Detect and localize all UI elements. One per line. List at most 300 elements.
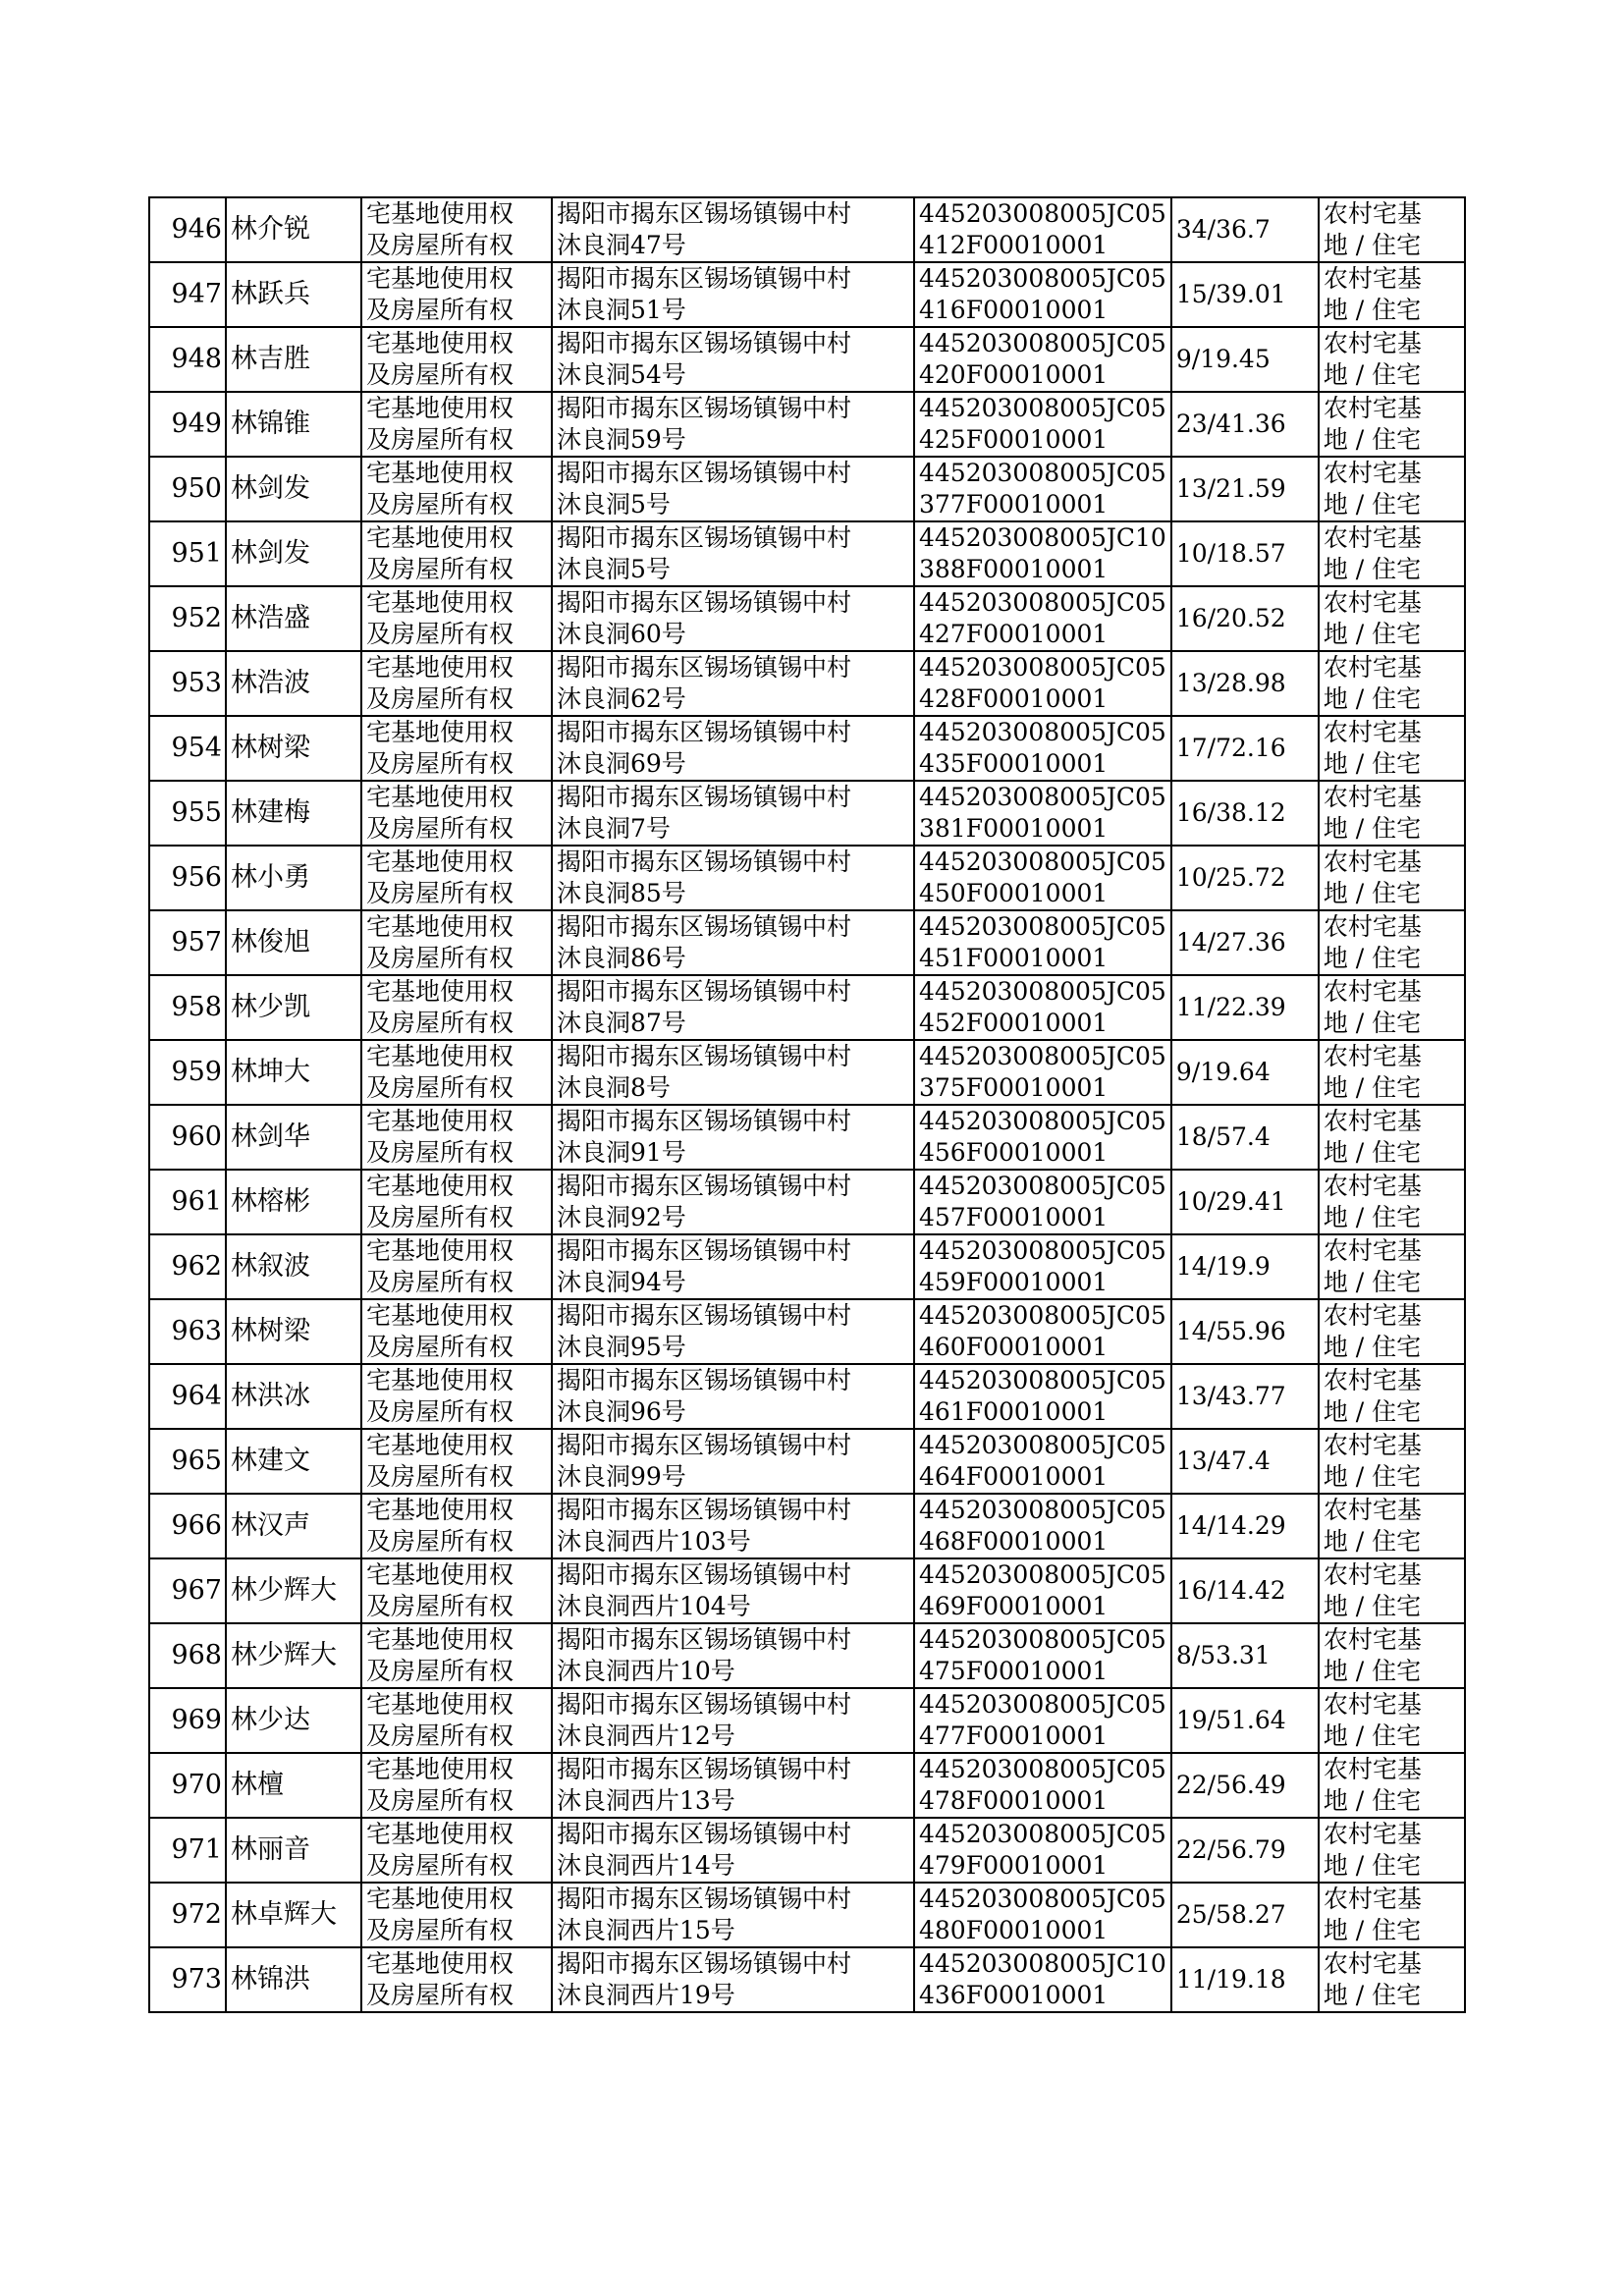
address-cell-line-1: 揭阳市揭东区锡场镇锡中村: [557, 1949, 852, 1978]
unit-code-cell-line-2: 428F00010001: [919, 684, 1109, 713]
record-number-cell: 951: [149, 521, 226, 586]
unit-code-cell-line-1: 445203008005JC05: [919, 588, 1166, 617]
record-number-cell: 968: [149, 1623, 226, 1688]
unit-code-cell: [914, 716, 1171, 781]
right-type-cell-line-2: 及房屋所有权: [366, 1009, 514, 1037]
address-cell: [552, 1494, 914, 1558]
area-cell: 13/21.59: [1171, 457, 1319, 521]
area-cell: 16/20.52: [1171, 586, 1319, 651]
land-use-cell-line-1: 农村宅基: [1323, 1625, 1422, 1654]
right-type-cell-line-2: 及房屋所有权: [366, 1657, 514, 1685]
address-cell: [552, 781, 914, 846]
table-row: [149, 1170, 1465, 1234]
unit-code-cell-line-1: 445203008005JC05: [919, 1107, 1166, 1135]
record-number-cell: 946: [149, 197, 226, 262]
land-use-cell-line-1: 农村宅基: [1323, 1885, 1422, 1913]
table-row: [149, 457, 1465, 521]
address-cell-line-1: 揭阳市揭东区锡场镇锡中村: [557, 459, 852, 487]
record-number-cell: 961: [149, 1170, 226, 1234]
address-cell-line-1: 揭阳市揭东区锡场镇锡中村: [557, 1301, 852, 1330]
table-row: [149, 846, 1465, 910]
owner-name-cell: 林剑华: [226, 1105, 361, 1170]
table-row: [149, 1883, 1465, 1947]
right-type-cell: [361, 197, 552, 262]
land-use-cell-line-2: 地 / 住宅: [1323, 684, 1422, 713]
land-use-cell-line-2: 地 / 住宅: [1323, 1981, 1422, 2009]
land-use-cell-line-1: 农村宅基: [1323, 847, 1422, 876]
unit-code-cell-line-1: 445203008005JC05: [919, 1496, 1166, 1524]
unit-code-cell: [914, 1234, 1171, 1299]
unit-code-cell-line-2: 427F00010001: [919, 620, 1109, 648]
unit-code-cell-line-2: 456F00010001: [919, 1138, 1109, 1167]
unit-code-cell-line-1: 445203008005JC10: [919, 1949, 1166, 1978]
record-number-cell: 970: [149, 1753, 226, 1818]
area-cell: 9/19.64: [1171, 1040, 1319, 1105]
land-use-cell-line-1: 农村宅基: [1323, 1172, 1422, 1200]
right-type-cell: [361, 1688, 552, 1753]
owner-name-cell: 林叙波: [226, 1234, 361, 1299]
address-cell: [552, 1040, 914, 1105]
unit-code-cell-line-1: 445203008005JC05: [919, 394, 1166, 422]
right-type-cell-line-1: 宅基地使用权: [366, 1949, 514, 1978]
address-cell-line-2: 沐良洞51号: [557, 296, 686, 324]
right-type-cell-line-2: 及房屋所有权: [366, 1786, 514, 1815]
land-use-cell-line-1: 农村宅基: [1323, 653, 1422, 682]
area-cell: 14/27.36: [1171, 910, 1319, 975]
land-use-cell: [1319, 651, 1465, 716]
right-type-cell-line-2: 及房屋所有权: [366, 1203, 514, 1231]
right-type-cell-line-1: 宅基地使用权: [366, 1496, 514, 1524]
land-use-cell-line-1: 农村宅基: [1323, 394, 1422, 422]
right-type-cell-line-2: 及房屋所有权: [366, 1073, 514, 1102]
owner-name-cell: 林汉声: [226, 1494, 361, 1558]
address-cell-line-2: 沐良洞西片15号: [557, 1916, 735, 1944]
right-type-cell-line-2: 及房屋所有权: [366, 1592, 514, 1620]
address-cell-line-1: 揭阳市揭东区锡场镇锡中村: [557, 1366, 852, 1394]
land-use-cell: [1319, 1688, 1465, 1753]
table-row: [149, 1494, 1465, 1558]
unit-code-cell-line-1: 445203008005JC05: [919, 1560, 1166, 1589]
address-cell-line-2: 沐良洞59号: [557, 425, 686, 454]
right-type-cell-line-1: 宅基地使用权: [366, 459, 514, 487]
owner-name-cell: 林少达: [226, 1688, 361, 1753]
land-use-cell-line-2: 地 / 住宅: [1323, 1527, 1422, 1556]
unit-code-cell-line-2: 469F00010001: [919, 1592, 1109, 1620]
address-cell: [552, 521, 914, 586]
land-use-cell: [1319, 1429, 1465, 1494]
unit-code-cell-line-2: 452F00010001: [919, 1009, 1109, 1037]
area-cell: 18/57.4: [1171, 1105, 1319, 1170]
owner-name-cell: 林建梅: [226, 781, 361, 846]
land-use-cell-line-2: 地 / 住宅: [1323, 1657, 1422, 1685]
unit-code-cell: [914, 1558, 1171, 1623]
land-use-cell-line-2: 地 / 住宅: [1323, 1073, 1422, 1102]
right-type-cell-line-1: 宅基地使用权: [366, 523, 514, 552]
address-cell-line-1: 揭阳市揭东区锡场镇锡中村: [557, 264, 852, 293]
right-type-cell: [361, 586, 552, 651]
land-use-cell: [1319, 1947, 1465, 2012]
land-use-cell-line-1: 农村宅基: [1323, 1107, 1422, 1135]
table-row: [149, 1299, 1465, 1364]
land-use-cell-line-2: 地 / 住宅: [1323, 1203, 1422, 1231]
right-type-cell-line-2: 及房屋所有权: [366, 425, 514, 454]
right-type-cell-line-1: 宅基地使用权: [366, 1560, 514, 1589]
address-cell-line-2: 沐良洞99号: [557, 1462, 686, 1491]
address-cell: [552, 586, 914, 651]
right-type-cell: [361, 1105, 552, 1170]
address-cell-line-2: 沐良洞87号: [557, 1009, 686, 1037]
unit-code-cell-line-1: 445203008005JC05: [919, 1625, 1166, 1654]
record-number-cell: 950: [149, 457, 226, 521]
right-type-cell-line-1: 宅基地使用权: [366, 847, 514, 876]
record-number-cell: 948: [149, 327, 226, 392]
address-cell-line-1: 揭阳市揭东区锡场镇锡中村: [557, 1496, 852, 1524]
right-type-cell-line-1: 宅基地使用权: [366, 199, 514, 228]
area-cell: 23/41.36: [1171, 392, 1319, 457]
address-cell-line-2: 沐良洞5号: [557, 490, 671, 519]
area-cell: 16/38.12: [1171, 781, 1319, 846]
land-use-cell-line-1: 农村宅基: [1323, 912, 1422, 941]
right-type-cell: [361, 910, 552, 975]
owner-name-cell: 林小勇: [226, 846, 361, 910]
address-cell-line-1: 揭阳市揭东区锡场镇锡中村: [557, 847, 852, 876]
right-type-cell-line-1: 宅基地使用权: [366, 264, 514, 293]
unit-code-cell: [914, 327, 1171, 392]
unit-code-cell-line-2: 416F00010001: [919, 296, 1109, 324]
area-cell: 9/19.45: [1171, 327, 1319, 392]
right-type-cell-line-1: 宅基地使用权: [366, 1366, 514, 1394]
address-cell-line-1: 揭阳市揭东区锡场镇锡中村: [557, 329, 852, 357]
unit-code-cell: [914, 392, 1171, 457]
land-use-cell-line-1: 农村宅基: [1323, 783, 1422, 811]
unit-code-cell-line-2: 479F00010001: [919, 1851, 1109, 1880]
table-row: [149, 781, 1465, 846]
land-use-cell: [1319, 1558, 1465, 1623]
address-cell-line-2: 沐良洞91号: [557, 1138, 686, 1167]
record-number-cell: 967: [149, 1558, 226, 1623]
land-use-cell-line-1: 农村宅基: [1323, 1301, 1422, 1330]
unit-code-cell: [914, 457, 1171, 521]
unit-code-cell-line-2: 425F00010001: [919, 425, 1109, 454]
address-cell-line-1: 揭阳市揭东区锡场镇锡中村: [557, 588, 852, 617]
unit-code-cell-line-2: 468F00010001: [919, 1527, 1109, 1556]
unit-code-cell: [914, 197, 1171, 262]
right-type-cell: [361, 1170, 552, 1234]
owner-name-cell: 林少凯: [226, 975, 361, 1040]
right-type-cell-line-2: 及房屋所有权: [366, 1333, 514, 1361]
record-number-cell: 964: [149, 1364, 226, 1429]
right-type-cell-line-1: 宅基地使用权: [366, 1885, 514, 1913]
address-cell-line-2: 沐良洞86号: [557, 944, 686, 972]
table-row: [149, 975, 1465, 1040]
right-type-cell: [361, 716, 552, 781]
owner-name-cell: 林树梁: [226, 1299, 361, 1364]
land-use-cell-line-2: 地 / 住宅: [1323, 555, 1422, 583]
right-type-cell: [361, 1947, 552, 2012]
address-cell-line-2: 沐良洞54号: [557, 360, 686, 389]
unit-code-cell-line-1: 445203008005JC05: [919, 1820, 1166, 1848]
table-row: [149, 1623, 1465, 1688]
area-cell: 15/39.01: [1171, 262, 1319, 327]
right-type-cell-line-2: 及房屋所有权: [366, 620, 514, 648]
land-use-cell: [1319, 392, 1465, 457]
owner-name-cell: 林少辉大: [226, 1623, 361, 1688]
right-type-cell: [361, 457, 552, 521]
unit-code-cell-line-1: 445203008005JC05: [919, 199, 1166, 228]
land-use-cell-line-2: 地 / 住宅: [1323, 1786, 1422, 1815]
area-cell: 13/47.4: [1171, 1429, 1319, 1494]
land-use-cell: [1319, 910, 1465, 975]
owner-name-cell: 林洪冰: [226, 1364, 361, 1429]
area-cell: 19/51.64: [1171, 1688, 1319, 1753]
land-use-cell: [1319, 1623, 1465, 1688]
right-type-cell-line-1: 宅基地使用权: [366, 329, 514, 357]
land-use-cell: [1319, 521, 1465, 586]
land-use-cell-line-2: 地 / 住宅: [1323, 1009, 1422, 1037]
unit-code-cell: [914, 1623, 1171, 1688]
area-cell: 22/56.49: [1171, 1753, 1319, 1818]
address-cell-line-2: 沐良洞5号: [557, 555, 671, 583]
land-use-cell-line-2: 地 / 住宅: [1323, 1397, 1422, 1426]
right-type-cell-line-2: 及房屋所有权: [366, 1527, 514, 1556]
table-row: [149, 327, 1465, 392]
address-cell-line-2: 沐良洞96号: [557, 1397, 686, 1426]
area-cell: 11/22.39: [1171, 975, 1319, 1040]
address-cell-line-2: 沐良洞西片104号: [557, 1592, 751, 1620]
address-cell-line-1: 揭阳市揭东区锡场镇锡中村: [557, 1885, 852, 1913]
land-use-cell-line-2: 地 / 住宅: [1323, 1916, 1422, 1944]
address-cell-line-1: 揭阳市揭东区锡场镇锡中村: [557, 199, 852, 228]
right-type-cell-line-2: 及房屋所有权: [366, 814, 514, 843]
right-type-cell-line-2: 及房屋所有权: [366, 231, 514, 259]
land-use-cell-line-1: 农村宅基: [1323, 977, 1422, 1006]
right-type-cell: [361, 521, 552, 586]
unit-code-cell-line-1: 445203008005JC05: [919, 1431, 1166, 1459]
owner-name-cell: 林丽音: [226, 1818, 361, 1883]
unit-code-cell-line-1: 445203008005JC05: [919, 1755, 1166, 1783]
right-type-cell-line-1: 宅基地使用权: [366, 1172, 514, 1200]
area-cell: 13/43.77: [1171, 1364, 1319, 1429]
land-use-cell-line-1: 农村宅基: [1323, 1755, 1422, 1783]
owner-name-cell: 林跃兵: [226, 262, 361, 327]
address-cell: [552, 1688, 914, 1753]
right-type-cell: [361, 1494, 552, 1558]
unit-code-cell: [914, 1040, 1171, 1105]
land-use-cell-line-1: 农村宅基: [1323, 1560, 1422, 1589]
right-type-cell: [361, 975, 552, 1040]
owner-name-cell: 林俊旭: [226, 910, 361, 975]
table-row: [149, 1558, 1465, 1623]
record-number-cell: 965: [149, 1429, 226, 1494]
address-cell: [552, 1623, 914, 1688]
address-cell-line-1: 揭阳市揭东区锡场镇锡中村: [557, 1820, 852, 1848]
area-cell: 13/28.98: [1171, 651, 1319, 716]
right-type-cell: [361, 1818, 552, 1883]
address-cell-line-2: 沐良洞西片13号: [557, 1786, 735, 1815]
area-cell: 14/55.96: [1171, 1299, 1319, 1364]
unit-code-cell-line-1: 445203008005JC05: [919, 1301, 1166, 1330]
right-type-cell: [361, 1364, 552, 1429]
unit-code-cell-line-2: 460F00010001: [919, 1333, 1109, 1361]
owner-name-cell: 林树梁: [226, 716, 361, 781]
land-use-cell: [1319, 1040, 1465, 1105]
right-type-cell-line-1: 宅基地使用权: [366, 1236, 514, 1265]
right-type-cell-line-2: 及房屋所有权: [366, 879, 514, 907]
unit-code-cell-line-2: 420F00010001: [919, 360, 1109, 389]
address-cell: [552, 327, 914, 392]
unit-code-cell-line-2: 375F00010001: [919, 1073, 1109, 1102]
record-number-cell: 973: [149, 1947, 226, 2012]
table-row: [149, 1040, 1465, 1105]
land-use-cell-line-2: 地 / 住宅: [1323, 1851, 1422, 1880]
table-body: [149, 197, 1465, 2012]
right-type-cell: [361, 327, 552, 392]
owner-name-cell: 林建文: [226, 1429, 361, 1494]
address-cell: [552, 1429, 914, 1494]
address-cell-line-2: 沐良洞西片14号: [557, 1851, 735, 1880]
unit-code-cell-line-1: 445203008005JC05: [919, 718, 1166, 746]
land-use-cell: [1319, 1753, 1465, 1818]
unit-code-cell-line-2: 478F00010001: [919, 1786, 1109, 1815]
table-row: [149, 651, 1465, 716]
right-type-cell-line-1: 宅基地使用权: [366, 394, 514, 422]
record-number-cell: 958: [149, 975, 226, 1040]
unit-code-cell-line-2: 412F00010001: [919, 231, 1109, 259]
unit-code-cell: [914, 781, 1171, 846]
address-cell-line-1: 揭阳市揭东区锡场镇锡中村: [557, 783, 852, 811]
address-cell: [552, 457, 914, 521]
table-row: [149, 262, 1465, 327]
right-type-cell-line-2: 及房屋所有权: [366, 684, 514, 713]
address-cell-line-1: 揭阳市揭东区锡场镇锡中村: [557, 394, 852, 422]
land-use-cell-line-2: 地 / 住宅: [1323, 1592, 1422, 1620]
right-type-cell-line-1: 宅基地使用权: [366, 1690, 514, 1719]
unit-code-cell-line-2: 477F00010001: [919, 1721, 1109, 1750]
right-type-cell-line-2: 及房屋所有权: [366, 1851, 514, 1880]
land-use-cell: [1319, 262, 1465, 327]
table-row: [149, 1234, 1465, 1299]
right-type-cell-line-2: 及房屋所有权: [366, 1268, 514, 1296]
address-cell-line-1: 揭阳市揭东区锡场镇锡中村: [557, 1625, 852, 1654]
address-cell-line-2: 沐良洞西片12号: [557, 1721, 735, 1750]
right-type-cell-line-2: 及房屋所有权: [366, 1397, 514, 1426]
address-cell-line-1: 揭阳市揭东区锡场镇锡中村: [557, 1755, 852, 1783]
unit-code-cell-line-2: 457F00010001: [919, 1203, 1109, 1231]
address-cell-line-2: 沐良洞92号: [557, 1203, 686, 1231]
table-row: [149, 1105, 1465, 1170]
unit-code-cell-line-2: 377F00010001: [919, 490, 1109, 519]
unit-code-cell-line-2: 464F00010001: [919, 1462, 1109, 1491]
land-use-cell-line-2: 地 / 住宅: [1323, 360, 1422, 389]
right-type-cell: [361, 262, 552, 327]
address-cell: [552, 846, 914, 910]
address-cell: [552, 975, 914, 1040]
address-cell-line-1: 揭阳市揭东区锡场镇锡中村: [557, 1172, 852, 1200]
address-cell: [552, 262, 914, 327]
table-row: [149, 1429, 1465, 1494]
address-cell-line-1: 揭阳市揭东区锡场镇锡中村: [557, 977, 852, 1006]
land-use-cell: [1319, 1494, 1465, 1558]
land-use-cell-line-1: 农村宅基: [1323, 459, 1422, 487]
unit-code-cell: [914, 1429, 1171, 1494]
land-use-cell-line-1: 农村宅基: [1323, 588, 1422, 617]
land-use-cell-line-2: 地 / 住宅: [1323, 1333, 1422, 1361]
record-number-cell: 959: [149, 1040, 226, 1105]
address-cell-line-2: 沐良洞69号: [557, 749, 686, 778]
land-use-cell: [1319, 1299, 1465, 1364]
table-row: [149, 910, 1465, 975]
unit-code-cell-line-2: 459F00010001: [919, 1268, 1109, 1296]
unit-code-cell: [914, 651, 1171, 716]
right-type-cell-line-2: 及房屋所有权: [366, 555, 514, 583]
right-type-cell-line-2: 及房屋所有权: [366, 1138, 514, 1167]
area-cell: 14/14.29: [1171, 1494, 1319, 1558]
unit-code-cell: [914, 910, 1171, 975]
owner-name-cell: 林浩波: [226, 651, 361, 716]
land-use-cell: [1319, 1170, 1465, 1234]
unit-code-cell-line-1: 445203008005JC05: [919, 1236, 1166, 1265]
right-type-cell: [361, 846, 552, 910]
record-number-cell: 963: [149, 1299, 226, 1364]
address-cell-line-2: 沐良洞7号: [557, 814, 671, 843]
unit-code-cell: [914, 1753, 1171, 1818]
unit-code-cell-line-2: 435F00010001: [919, 749, 1109, 778]
unit-code-cell-line-1: 445203008005JC05: [919, 459, 1166, 487]
land-use-cell: [1319, 1883, 1465, 1947]
land-use-cell: [1319, 457, 1465, 521]
owner-name-cell: 林介锐: [226, 197, 361, 262]
land-use-cell: [1319, 716, 1465, 781]
land-use-cell-line-2: 地 / 住宅: [1323, 620, 1422, 648]
owner-name-cell: 林少辉大: [226, 1558, 361, 1623]
right-type-cell-line-1: 宅基地使用权: [366, 718, 514, 746]
unit-code-cell: [914, 975, 1171, 1040]
area-cell: 17/72.16: [1171, 716, 1319, 781]
right-type-cell-line-2: 及房屋所有权: [366, 1981, 514, 2009]
record-number-cell: 953: [149, 651, 226, 716]
owner-name-cell: 林吉胜: [226, 327, 361, 392]
right-type-cell-line-1: 宅基地使用权: [366, 1625, 514, 1654]
land-use-cell: [1319, 1364, 1465, 1429]
unit-code-cell: [914, 1299, 1171, 1364]
land-use-cell-line-2: 地 / 住宅: [1323, 425, 1422, 454]
right-type-cell-line-1: 宅基地使用权: [366, 783, 514, 811]
right-type-cell: [361, 651, 552, 716]
land-use-cell-line-2: 地 / 住宅: [1323, 231, 1422, 259]
address-cell-line-2: 沐良洞西片10号: [557, 1657, 735, 1685]
right-type-cell: [361, 1623, 552, 1688]
land-use-cell-line-1: 农村宅基: [1323, 1820, 1422, 1848]
land-use-cell-line-2: 地 / 住宅: [1323, 749, 1422, 778]
land-use-cell: [1319, 846, 1465, 910]
address-cell: [552, 1753, 914, 1818]
land-use-cell-line-1: 农村宅基: [1323, 1690, 1422, 1719]
record-number-cell: 971: [149, 1818, 226, 1883]
land-use-cell-line-2: 地 / 住宅: [1323, 944, 1422, 972]
unit-code-cell-line-1: 445203008005JC10: [919, 523, 1166, 552]
record-number-cell: 956: [149, 846, 226, 910]
unit-code-cell-line-1: 445203008005JC05: [919, 1042, 1166, 1070]
unit-code-cell-line-1: 445203008005JC05: [919, 847, 1166, 876]
address-cell-line-1: 揭阳市揭东区锡场镇锡中村: [557, 1690, 852, 1719]
unit-code-cell: [914, 1883, 1171, 1947]
land-use-cell: [1319, 586, 1465, 651]
right-type-cell-line-1: 宅基地使用权: [366, 1431, 514, 1459]
unit-code-cell: [914, 1105, 1171, 1170]
unit-code-cell-line-2: 436F00010001: [919, 1981, 1109, 2009]
area-cell: 22/56.79: [1171, 1818, 1319, 1883]
address-cell: [552, 1105, 914, 1170]
